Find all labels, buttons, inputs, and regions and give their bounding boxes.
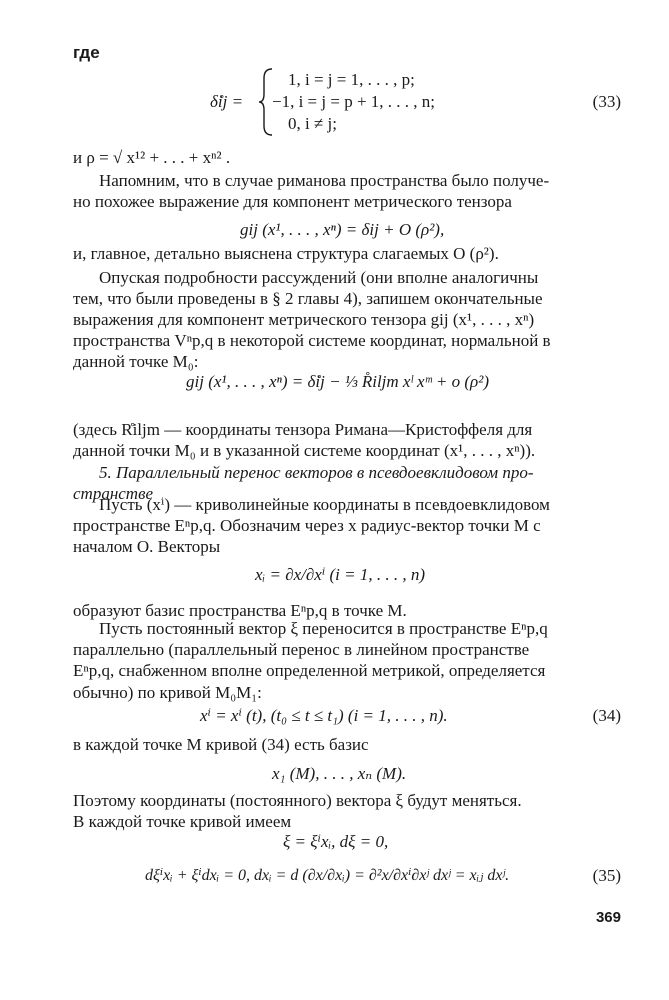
formula-curve: xⁱ = xⁱ (t), (t₀ ≤ t ≤ t₁) (i = 1, . . . , n). xyxy=(200,706,448,725)
paragraph-8: в каждой точке M кривой (34) есть базис xyxy=(73,735,369,754)
paragraph-3-line-2: тем, что были проведены в § 2 главы 4), запишем окончательные xyxy=(73,289,543,308)
case-line-1: 1, i = j = 1, . . . , p; xyxy=(288,70,415,89)
paragraph-4-line-2: данной точки M₀ и в указанной системе координат (x¹, . . . , xⁿ)). xyxy=(73,441,536,460)
formula-basis-vectors: xᵢ = ∂x/∂xⁱ (i = 1, . . . , n) xyxy=(255,565,426,584)
page-number: 369 xyxy=(595,909,621,926)
equation-number-33: (33) xyxy=(592,92,621,111)
equation-number-35: (35) xyxy=(592,866,621,885)
section-5-heading-line-1: 5. Параллельный перенос векторов в псевдоевклидовом про- xyxy=(99,463,534,482)
paragraph-5-line-3: началом O. Векторы xyxy=(73,537,221,556)
paragraph-2: и, главное, детально выяснена структура слагаемых O (ρ²). xyxy=(73,244,499,263)
formula-gij-normal: gij (x¹, . . . , xⁿ) = δ̊ij − ⅓ R̊iljm xˡ xᵐ + o (ρ²) xyxy=(186,372,489,391)
rho-definition: и ρ = √ x¹² + . . . + xⁿ² . xyxy=(73,148,231,167)
formula-xi-expansion: ξ = ξⁱxᵢ, dξ = 0, xyxy=(283,832,389,851)
paragraph-3-line-4: пространства Vⁿp,q в некоторой системе координат, нормальной в xyxy=(73,331,551,350)
formula-gij: gij (x¹, . . . , xⁿ) = δij + O (ρ²), xyxy=(240,220,445,239)
paragraph-3-line-3: выражения для компонент метрического тензора gij (x¹, . . . , xⁿ) xyxy=(73,310,535,329)
delta-lhs: δ̊ij = xyxy=(210,92,244,111)
formula-basis-at-M: x₁ (M), . . . , xₙ (M). xyxy=(272,764,407,783)
formula-35: dξⁱxᵢ + ξⁱdxᵢ = 0, dxᵢ = d (∂x/∂xᵢ) = ∂²x/∂xⁱ∂xʲ dxʲ = xᵢⱼ dxʲ. xyxy=(145,867,510,884)
paragraph-1-line-2: но похожее выражение для компонент метрического тензора xyxy=(73,192,512,211)
paragraph-7-line-3: Eⁿp,q, снабженном вполне определенной метрикой, определяется xyxy=(73,661,546,680)
case-line-3: 0, i ≠ j; xyxy=(288,114,337,133)
case-line-2: −1, i = j = p + 1, . . . , n; xyxy=(272,92,436,111)
equation-number-34: (34) xyxy=(592,706,621,725)
paragraph-6: образуют базис пространства Eⁿp,q в точке M. xyxy=(73,601,407,620)
paragraph-7-line-2: параллельно (параллельный перенос в линейном пространстве xyxy=(73,640,530,659)
paragraph-7-line-1: Пусть постоянный вектор ξ переносится в пространстве Eⁿp,q xyxy=(99,619,548,638)
paragraph-7-line-4: обычно) по кривой M₀M₁: xyxy=(73,683,262,702)
paragraph-9-line-1: Поэтому координаты (постоянного) вектора ξ будут меняться. xyxy=(73,791,522,810)
paragraph-3-line-5: данной точке M₀: xyxy=(73,352,199,371)
paragraph-5-line-1: Пусть (xⁱ) — криволинейные координаты в псевдоевклидовом xyxy=(99,495,550,514)
section-5-heading-line-2: странстве xyxy=(73,484,154,503)
paragraph-4-line-1: (здесь R̊iljm — координаты тензора Римана—Кристоффеля для xyxy=(73,420,533,439)
paragraph-5-line-2: пространстве Eⁿp,q. Обозначим через x радиус-вектор точки M с xyxy=(73,516,541,535)
paragraph-3-line-1: Опуская подробности рассуждений (они вполне аналогичны xyxy=(99,268,539,287)
where-word: где xyxy=(73,43,100,62)
paragraph-1-line-1: Напомним, что в случае риманова пространства было получе- xyxy=(99,171,550,190)
paragraph-9-line-2: В каждой точке кривой имеем xyxy=(73,812,292,831)
